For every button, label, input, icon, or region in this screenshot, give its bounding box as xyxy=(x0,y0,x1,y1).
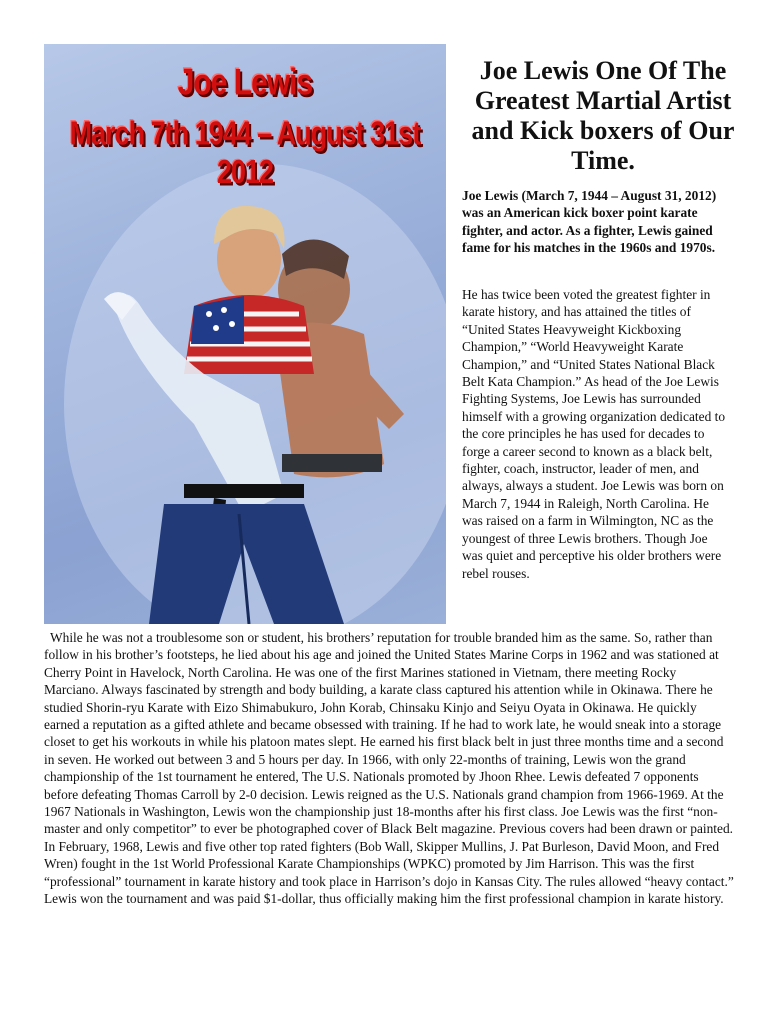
poster-name: Joe Lewis xyxy=(177,61,313,103)
article-headline: Joe Lewis One Of The Greatest Martial Artist and Kick boxers of Our Time. xyxy=(471,56,735,175)
poster-dates: March 7th 1944 – August 31st 2012 xyxy=(69,114,421,191)
poster-image xyxy=(44,44,446,624)
article-column-text: He has twice been voted the greatest fighter in karate history, and has attained the titles of “United States Heavyweight Kickboxing Champion,” “World Heavyweight Karate Champion,” and “United States National Black Belt Kata Champion.” As head of the Joe Lewis Fighting Systems, Joe Lewis has surrounded himself with a growing organization dedicated to the core principles he has used for decades to forge a career second to known as a black belt, fighter, coach, instructor, leader of men, and always, always a student. Joe Lewis was born on March 7, 1944 in Raleigh, North Carolina. He was raised on a farm in Wilmington, NC as the youngest of three Lewis brothers. Though Joe was quiet and perceptive his older brothers were rebel rouses. xyxy=(462,287,726,581)
article-body-text: While he was not a troublesome son or student, his brothers’ reputation for trouble branded him as the same. So, rather than follow in his brother’s footsteps, he lied about his age and joined the United States Marine Corps in 1962 and was stationed at Cherry Point in Havelock, North Carolina. He was one of the first Marines stationed in Vietnam, there meeting Rocky Marciano. Always fascinated by strength and body building, a karate class captured his attention while in Okinawa. There he studied Shorin-ryu Karate with Eizo Shimabukuro, John Korab, Chinsaku Kinjo and Seiyu Oyata in Okinawa. He quickly earned a reputation as a gifted athlete and became obsessed with training. If he had to work late, he would sneak into a storage closet to get his workouts in while his platoon mates slept. He earned his first black belt in just three months time and a second in seven. He worked out between 3 and 5 hours per day. In 1966, with only 22-months of training, Lewis won the grand championship of the 1st tournament he entered, The U.S. Nationals promoted by Jhoon Rhee. Lewis defeated 7 opponents before defeating Thomas Carroll by 2-0 decision. Lewis reigned as the U.S. Nationals grand champion from 1966-1969. At the 1967 Nationals in Washington, Lewis won the championship just 18-months after his first class. Joe Lewis was the first “non-master and only competitor” to ever be photographed cover of Black Belt magazine. Previous covers had been drawn or painted. In February, 1968, Lewis and five other top rated fighters (Bob Wall, Skipper Mullins, J. Pat Burleson, David Moon, and Fred Wren) fought in the 1st World Professional Karate Championships (WPKC) promoted by Jim Harrison. This was the first “professional” tournament in karate history and took place in Harrison’s dojo in Kansas City. The rules allowed “heavy contact.” Lewis won the tournament and was paid $1-dollar, thus officially making him the first professional champion in karate history. xyxy=(44,630,734,907)
article-intro: Joe Lewis (March 7, 1944 – August 31, 2012) was an American kick boxer point karate fighter, and actor. As a fighter, Lewis gained fame for his matches in the 1960s and 1970s. xyxy=(462,188,717,256)
